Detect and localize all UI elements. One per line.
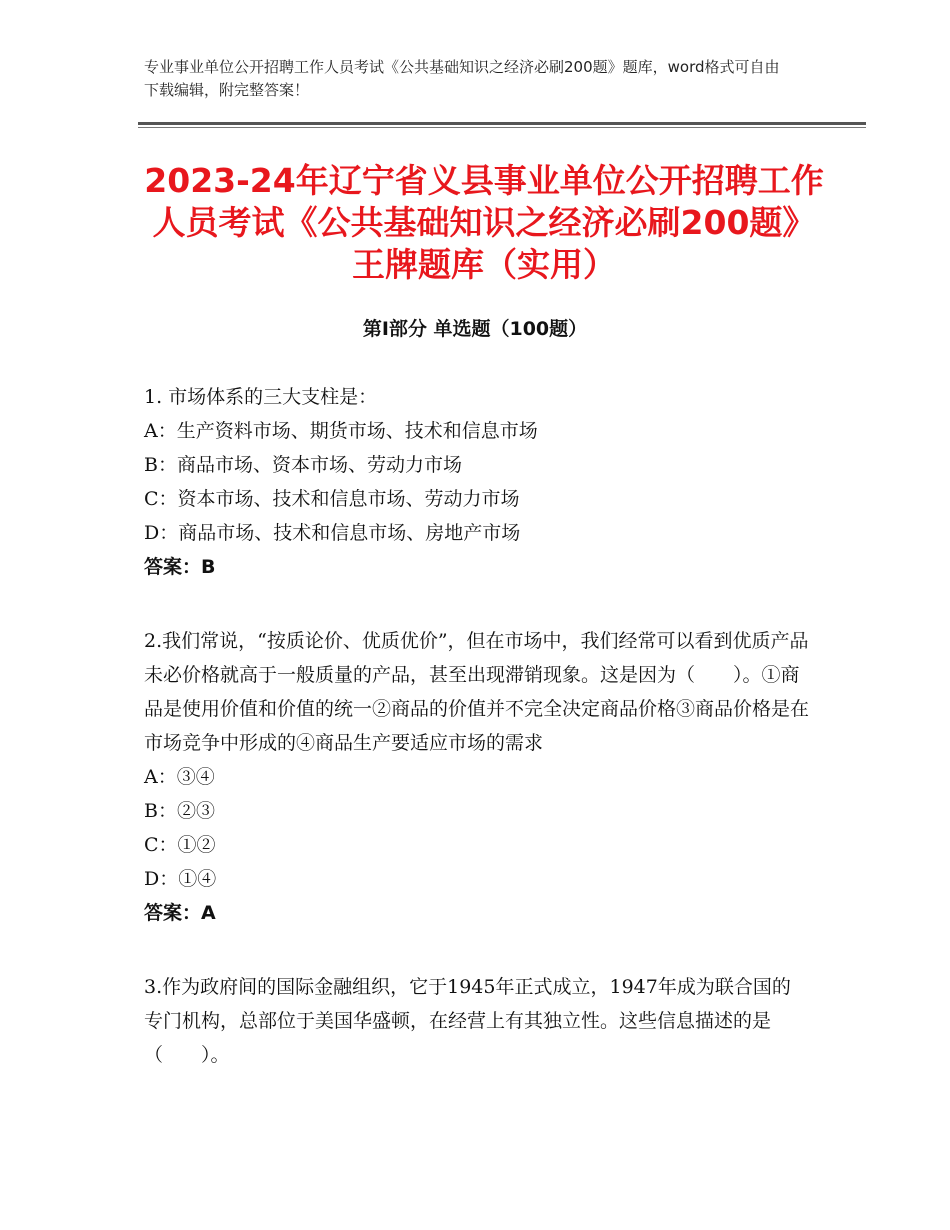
question-2-option-a: A：③④ bbox=[144, 766, 215, 788]
question-3-stem: 3.作为政府间的国际金融组织，它于1945年正式成立，1947年成为联合国的专门机构，总部位于美国华盛顿，在经营上有其独立性。这些信息描述的是（ ）。 bbox=[144, 976, 791, 1066]
question-1-answer: 答案：B bbox=[144, 556, 216, 578]
question-2-option-c: C：①② bbox=[144, 834, 216, 856]
document-title: 2023-24年辽宁省义县事业单位公开招聘工作人员考试《公共基础知识之经济必刷200题》王牌题库（实用） bbox=[144, 161, 824, 284]
header-rule-thick bbox=[138, 122, 866, 125]
header-rule-thin bbox=[138, 127, 866, 128]
question-list bbox=[144, 380, 809, 1072]
question-2-option-d: D：①④ bbox=[144, 868, 217, 890]
question-1-option-a: A：生产资料市场、期货市场、技术和信息市场 bbox=[144, 420, 538, 442]
question-2-stem: 2.我们常说，“按质论价、优质优价”，但在市场中，我们经常可以看到优质产品未必价格就高于一般质量的产品，甚至出现滞销现象。这是因为（ ）。①商品是使用价值和价值的统一②商品的价值并不完全决定商品价格③商品价格是在市场竞争中形成的④商品生产要适应市场的需求 bbox=[144, 630, 810, 754]
question-1-option-b: B：商品市场、资本市场、劳动力市场 bbox=[144, 454, 462, 476]
question-3 bbox=[144, 970, 809, 1072]
question-1-option-d: D：商品市场、技术和信息市场、房地产市场 bbox=[144, 522, 521, 544]
question-spacer bbox=[144, 584, 809, 624]
question-1-stem: 1. 市场体系的三大支柱是： bbox=[144, 386, 378, 408]
question-2-answer: 答案：A bbox=[144, 902, 216, 924]
question-1-option-c: C：资本市场、技术和信息市场、劳动力市场 bbox=[144, 488, 520, 510]
question-spacer bbox=[144, 930, 809, 970]
question-2 bbox=[144, 624, 809, 930]
header-note: 专业事业单位公开招聘工作人员考试《公共基础知识之经济必刷200题》题库，word格式可自由下载编辑，附完整答案！ bbox=[144, 58, 780, 99]
question-1 bbox=[144, 380, 809, 584]
question-2-option-b: B：②③ bbox=[144, 800, 215, 822]
section-title: 第Ⅰ部分 单选题（100题） bbox=[362, 318, 588, 340]
